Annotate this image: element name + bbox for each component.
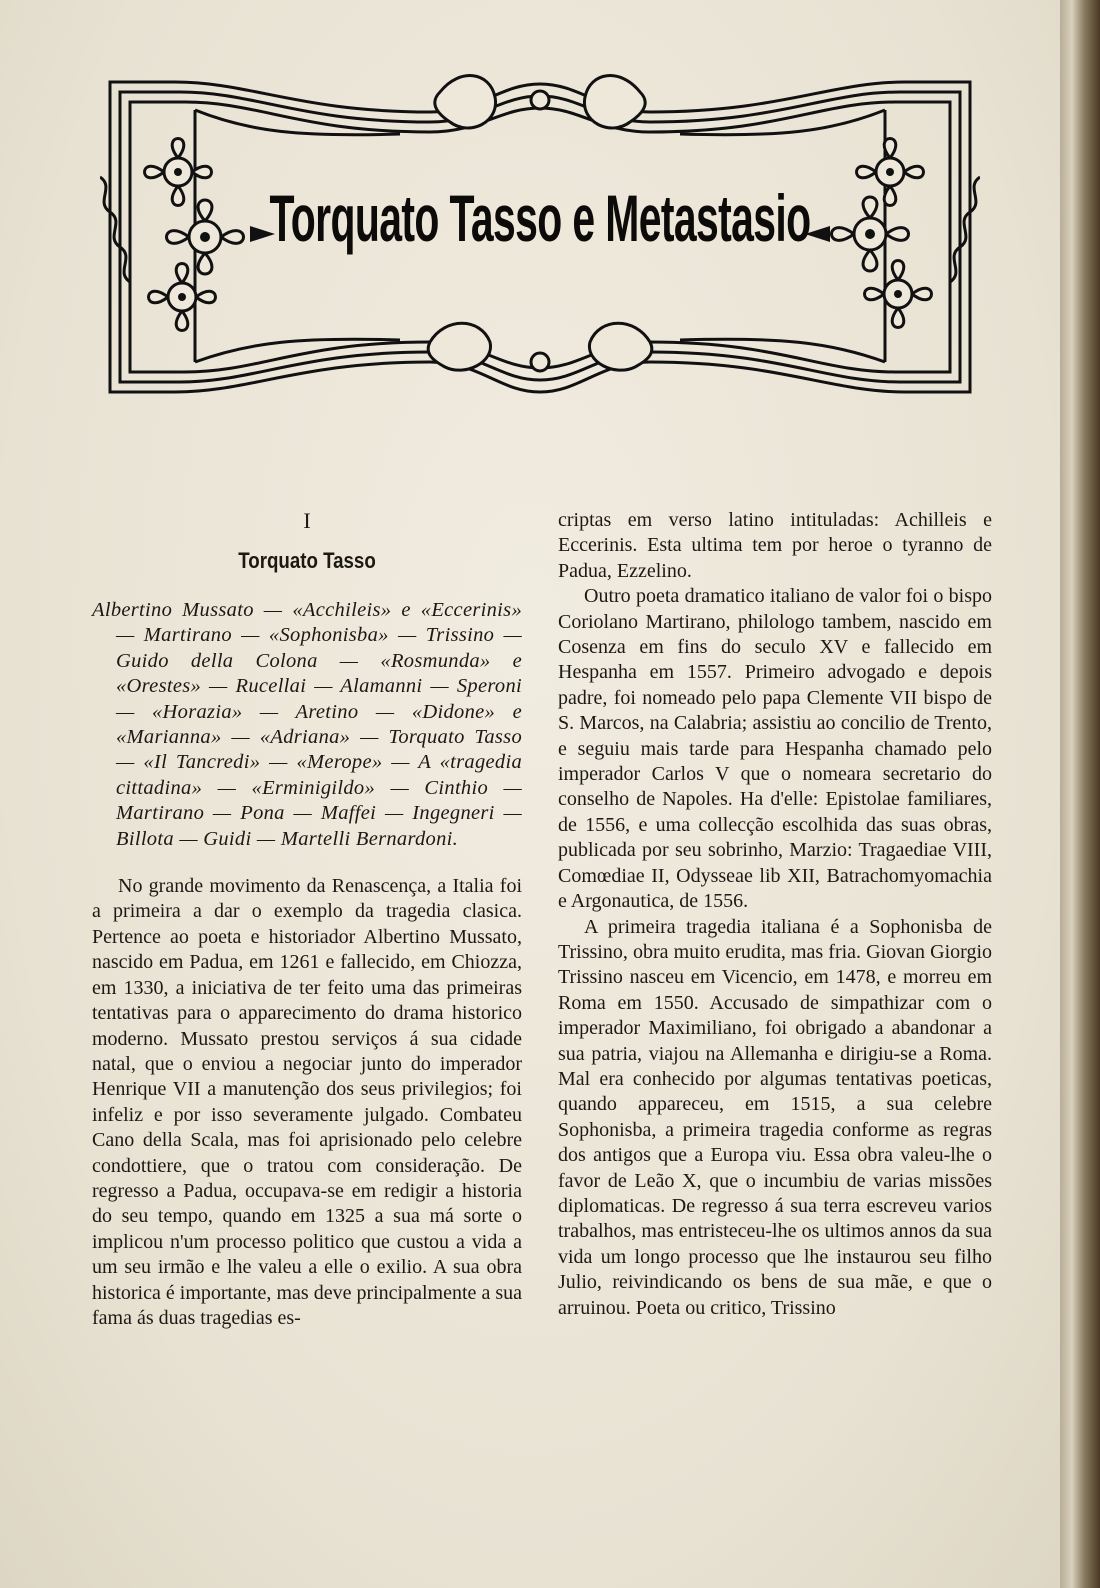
page-title: Torquato Tasso e Metastasio <box>269 181 811 255</box>
chapter-summary: Albertino Mussato — «Acchileis» e «Eccerinis» — Martirano — «Sophonisba» — Trissino — Guido della Colona — «Rosmunda» e «Orestes» — Rucellai — Alamanni — Speroni — «Horazia» — Aretino — «Didone» e «Marianna» — «Adriana» — Torquato Tasso — «Il Tancredi» — «Merope» — A «tragedia cittadina» — «Erminigildo» — Cinthio — Martirano — Pona — Maffei — Ingegneri — Billota — Guidi — Martelli Bernardoni. <box>92 599 522 850</box>
book-spine-edge <box>1060 0 1100 1588</box>
body-paragraph: No grande movimento da Renascença, a Italia foi a primeira a dar o exemplo da tragedia clasica. Pertence ao poeta e historiador Albertino Mussato, nascido em Padua, em 1261 e fallecido, em Chiozza, em 1330, a iniciativa de ter feito uma das primeiras tentativas para o apparecimento do drama historico moderno. Mussato prestou serviços á sua cidade natal, que o enviou a negociar junto do imperador Henrique VII a manutenção dos seus privilegios; foi infeliz e por isso severamente julgado. Combateu Cano della Scala, mas foi aprisionado pelo celebre condottiere, que o tratou com consideração. De regresso a Padua, occupava-se em redigir a historia do seu tempo, quando em 1325 a sua má sorte o implicou n'um processo politico que custou a vida a um seu irmão e lhe valeu a elle o exilio. A sua obra historica é importante, mas deve principalmente a sua fama ás duas tragedias es- <box>92 875 522 1329</box>
right-column <box>558 508 992 1321</box>
body-paragraph: Outro poeta dramatico italiano de valor foi o bispo Coriolano Martirano, philologo tambem, nascido em Cosenza em fins do seculo XV e fallecido em Hespanha em 1557. Primeiro advogado e depois padre, foi nomeado pelo papa Clemente VII bispo de S. Marcos, na Calabria; assistiu ao concilio de Trento, e seguiu mais tarde para Hespanha chamado pelo imperador Carlos V que o nomeara secretario do conselho de Napoles. Ha d'elle: Epistolae familiares, de 1556, e uma collecção escolhida das suas obras, publicada por seu sobrinho, Marzio: Tragaediae VIII, Comœdiae II, Odysseae lib XII, Batrachomyomachia e Argonautica, de 1556. <box>558 585 992 913</box>
chapter-number: I <box>303 508 311 533</box>
left-column <box>92 508 522 1331</box>
body-paragraph: criptas em verso latino intituladas: Achilleis e Eccerinis. Esta ultima tem por heroe o tyranno de Padua, Ezzelino. <box>558 509 992 582</box>
body-paragraph: A primeira tragedia italiana é a Sophonisba de Trissino, obra muito erudita, mas fria. Giovan Giorgio Trissino nasceu em Vicencio, em 1478, e morreu em Roma em 1550. Accusado de simpathizar com o imperador Maximiliano, foi obrigado a abandonar a sua patria, viajou na Allemanha e dirigiu-se a Roma. Mal era conhecido por algumas tentativas poeticas, quando appareceu, em 1515, a sua celebre Sophonisba, a primeira tragedia conforme as regras dos antigos que a Europa viu. Essa obra valeu-lhe o favor de Leão X, que o incumbiu de varias missões diplomaticas. De regresso á sua terra escreveu varios trabalhos, mas entristeceu-lhe os ultimos annos da sua vida um longo processo que lhe instaurou seu filho Julio, reivindicando os bens de sua mãe, e que o arruinou. Poeta ou critico, Trissino <box>558 915 992 1319</box>
section-title: Torquato Tasso <box>238 548 376 573</box>
